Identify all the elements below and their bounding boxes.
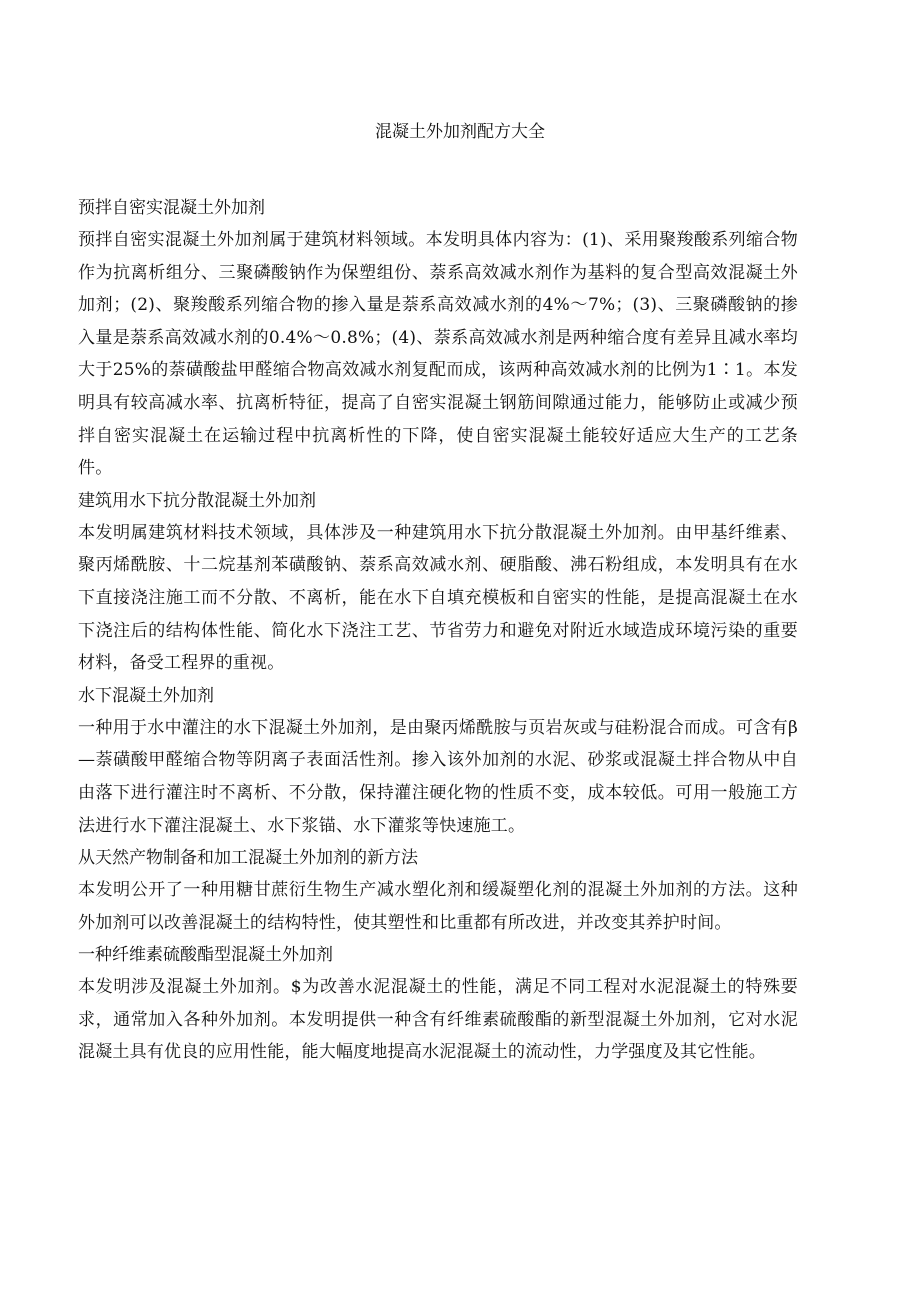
section-body: 本发明属建筑材料技术领域，具体涉及一种建筑用水下抗分散混凝土外加剂。由甲基纤维素、聚丙烯酰胺、十二烷基剂苯磺酸钠、萘系高效减水剂、硬脂酸、沸石粉组成，本发明具有在水下直接浇注施工而不分散、不离析，能在水下自填充模板和自密实的性能，是提高混凝土在水下浇注后的结构体性能、简化水下浇注工艺、节省劳力和避免对附近水域造成环境污染的重要材料，备受工程界的重视。 — [78, 522, 798, 674]
section-underwater-anti-dispersion — [78, 485, 798, 680]
section-heading: 从天然产物制备和加工混凝土外加剂的新方法 — [78, 848, 418, 869]
section-heading: 建筑用水下抗分散混凝土外加剂 — [78, 490, 316, 511]
section-heading: 预拌自密实混凝土外加剂 — [78, 198, 265, 218]
section-heading: 水下混凝土外加剂 — [78, 685, 214, 706]
section-underwater-admixture — [78, 680, 798, 842]
section-heading: 一种纤维素硫酸酯型混凝土外加剂 — [78, 945, 333, 966]
section-body: 本发明公开了一种用糖甘蔗衍生物生产减水塑化剂和缓凝塑化剂的混凝土外加剂的方法。这种外加剂可以改善混凝土的结构特性，使其塑性和比重都有所改进，并改变其养护时间。 — [78, 880, 798, 933]
document-content — [78, 192, 798, 1069]
section-prefab-self-compacting — [78, 192, 798, 485]
section-body: 本发明涉及混凝土外加剂。$为改善水泥混凝土的性能，满足不同工程对水泥混凝土的特殊要求，通常加入各种外加剂。本发明提供一种含有纤维素硫酸酯的新型混凝土外加剂，它对水泥混凝土具有优良的应用性能，能大幅度地提高水泥混凝土的流动性，力学强度及其它性能。 — [78, 977, 798, 1063]
section-natural-product-method — [78, 842, 798, 939]
document-title: 混凝土外加剂配方大全 — [375, 122, 545, 142]
section-cellulose-sulfate — [78, 939, 798, 1069]
section-body: 一种用于水中灌注的水下混凝土外加剂，是由聚丙烯酰胺与页岩灰或与硅粉混合而成。可含有β—萘磺酸甲醛缩合物等阴离子表面活性剂。掺入该外加剂的水泥、砂浆或混凝土拌合物从中自由落下进行灌注时不离析、不分散，保持灌注硬化物的性质不变，成本较低。可用一般施工方法进行水下灌注混凝土、水下浆锚、水下灌浆等快速施工。 — [78, 717, 798, 836]
section-body: 预拌自密实混凝土外加剂属于建筑材料领域。本发明具体内容为：(1)、采用聚羧酸系列缩合物作为抗离析组分、三聚磷酸钠作为保塑组份、萘系高效减水剂作为基料的复合型高效混凝土外加剂；(2)、聚羧酸系列缩合物的掺入量是萘系高效减水剂的4%～7%；(3)、三聚磷酸钠的掺入量是萘系高效减水剂的0.4%～0.8%；(4)、萘系高效减水剂是两种缩合度有差异且减水率均大于25%的萘磺酸盐甲醛缩合物高效减水剂复配而成，该两种高效减水剂的比例为1∶1。本发明具有较高减水率、抗离析特征，提高了自密实混凝土钢筋间隙通过能力，能够防止或减少预拌自密实混凝土在运输过程中抗离析性的下降，使自密实混凝土能较好适应大生产的工艺条件。 — [78, 230, 798, 479]
